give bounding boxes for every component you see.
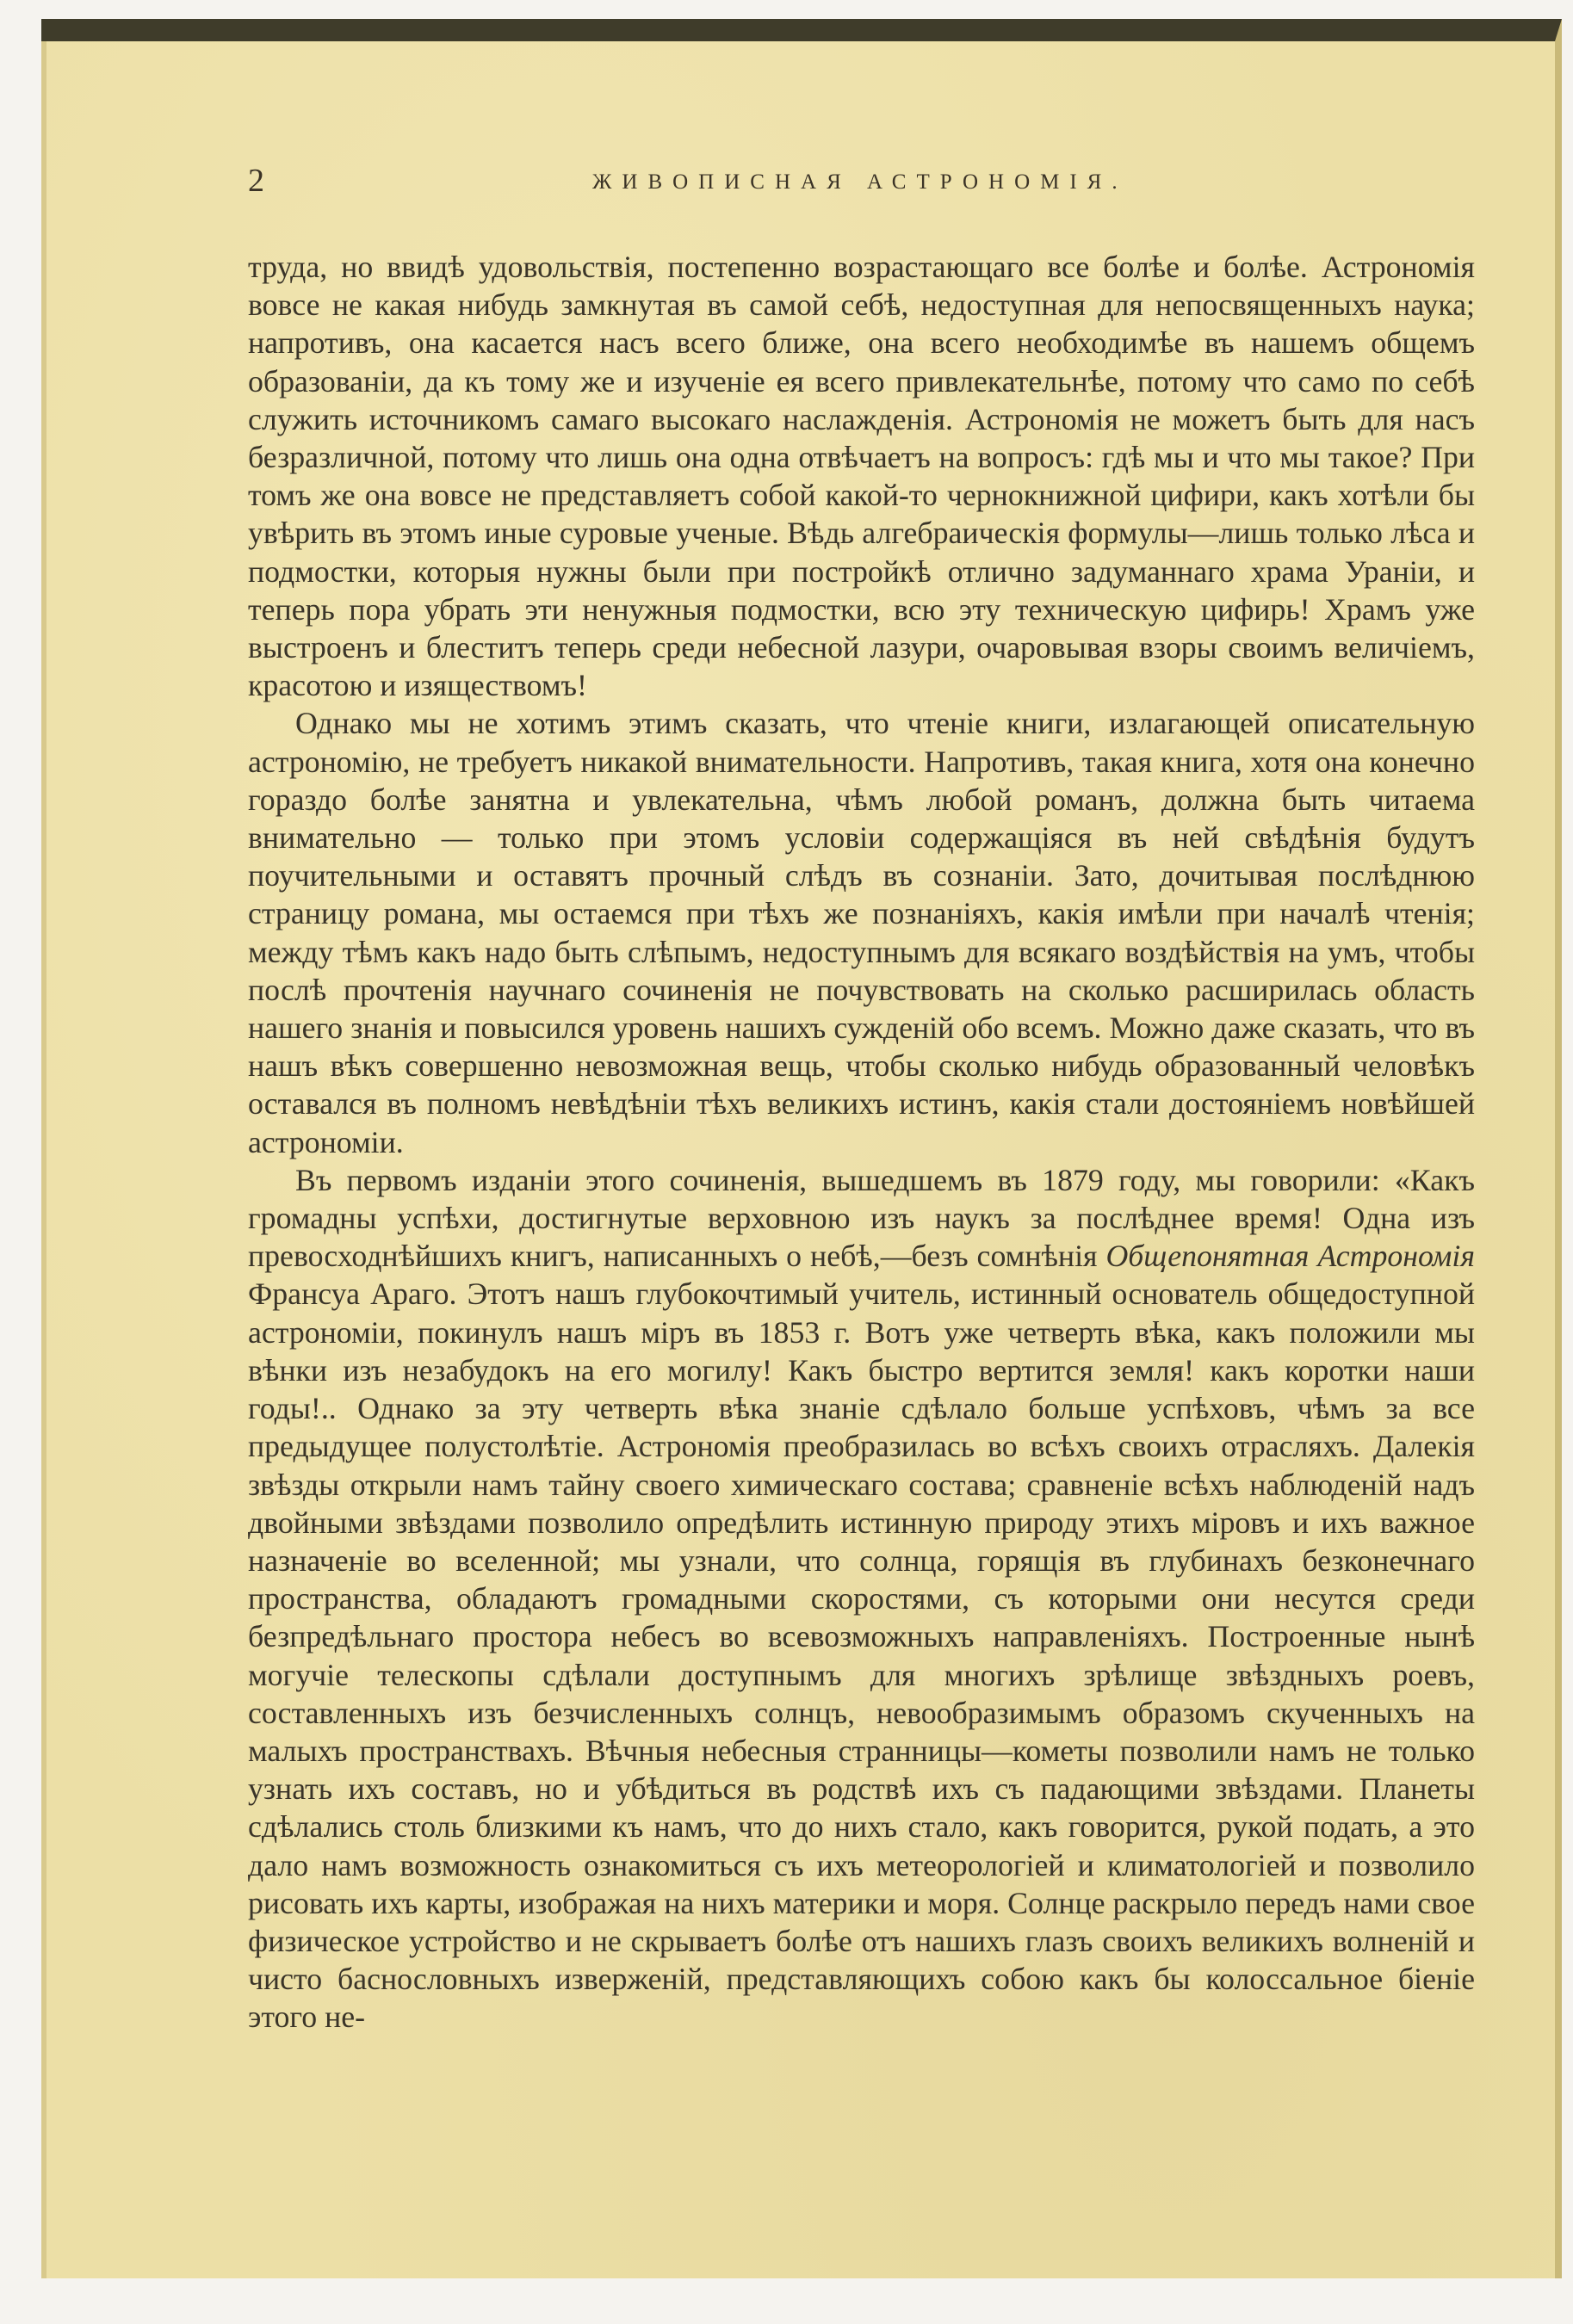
page-number: 2 xyxy=(248,163,264,199)
page-header xyxy=(248,162,1453,213)
body-text xyxy=(248,248,1475,2037)
paragraph-2: Однако мы не хотимъ этимъ сказать, что чтеніе книги, излагающей описательную астрономію, не требуетъ никакой внимательности. Напротивъ, такая книга, хотя она конечно гораздо болѣе занятна и увлекательна, чѣмъ любой романъ, должна быть читаема внимательно — только при этомъ условіи содержащіяся въ ней свѣдѣнія будутъ поучительными и оставятъ прочный слѣдъ въ сознаніи. Зато, дочитывая послѣднюю страницу романа, мы остаемся при тѣхъ же познаніяхъ, какія имѣли при началѣ чтенія; между тѣмъ какъ надо быть слѣпымъ, недоступнымъ для всякаго воздѣйствія на умъ, чтобы послѣ прочтенія научнаго сочиненія не почувствовать на сколько расширилась область нашего знанія и повысился уровень нашихъ сужденій обо всемъ. Можно даже сказать, что въ нашъ вѣкъ совершенно невозможная вещь, чтобы сколько нибудь образованный человѣкъ оставался въ полномъ невѣдѣніи тѣхъ великихъ истинъ, какія стали достояніемъ новѣйшей астрономіи. xyxy=(248,706,1475,1159)
paragraph-3-text-start: Въ первомъ изданіи этого сочиненія, вышедшемъ въ 1879 году, мы говорили: «Какъ громадны успѣхи, достигнутые верховною изъ наукъ за послѣднее время! Одна изъ превосходнѣйшихъ книгъ, написанныхъ о небѣ,—безъ сомнѣнія xyxy=(248,1162,1475,1274)
paragraph-1: труда, но ввидѣ удовольствія, постепенно возрастающаго все болѣе и болѣе. Астрономія вовсе не какая нибудь замкнутая въ самой себѣ, недоступная для непосвященныхъ наука; напротивъ, она касается насъ всего ближе, она всего необходимѣе въ нашемъ общемъ образованіи, да къ тому же и изученіе ея всего привлекательнѣе, потому что само по себѣ служить источникомъ самаго высокаго наслажденія. Астрономія не можетъ быть для насъ безразличной, потому что лишь она одна отвѣчаетъ на вопросъ: гдѣ мы и что мы такое? При томъ же она вовсе не представляетъ собой какой-то чернокнижной цифири, какъ хотѣли бы увѣрить въ этомъ иные суровые ученые. Вѣдь алгебраическія формулы—лишь только лѣса и подмостки, которыя нужны были при постройкѣ отлично задуманнаго храма Ураніи, и теперь пора убрать эти ненужныя подмостки, всю эту техническую цифирь! Храмъ уже выстроенъ и блеститъ теперь среди небесной лазури, очаровывая взоры своимъ величіемъ, красотою и изяществомъ! xyxy=(248,250,1475,703)
running-title: ЖИВОПИСНАЯ АСТРОНОМІЯ. xyxy=(592,170,1128,194)
page-edge xyxy=(41,41,46,2278)
paragraph-3-text-end: Франсуа Араго. Этотъ нашъ глубокочтимый учитель, истинный основатель общедоступной астрономіи, покинулъ нашъ міръ въ 1853 г. Вотъ уже четверть вѣка, какъ положили мы вѣнки изъ незабудокъ на его могилу! Какъ быстро вертится земля! какъ коротки наши годы!.. Однако за эту четверть вѣка знаніе сдѣлало больше успѣховъ, чѣмъ за все предыдущее полустолѣтіе. Астрономія преобразилась во всѣхъ своихъ отрасляхъ. Далекія звѣзды открыли намъ тайну своего химическаго состава; сравненіе всѣхъ наблюденій надъ двойными звѣздами позволило опредѣлить истинную природу этихъ міровъ и ихъ важное назначеніе во вселенной; мы узнали, что солнца, горящія въ глубинахъ безконечнаго пространства, обладаютъ громадными скоростями, съ которыми они несутся среди безпредѣльнаго простора небесъ во всевозможныхъ направленіяхъ. Построенные нынѣ могучіе телескопы сдѣлали доступнымъ для многихъ зрѣлище звѣздныхъ роевъ, составленныхъ изъ безчисленныхъ солнцъ, невообразимымъ образомъ скученныхъ на малыхъ пространствахъ. Вѣчныя небесныя странницы—кометы позволили намъ не только узнать ихъ составъ, но и убѣдиться въ родствѣ ихъ съ падающими звѣздами. Планеты сдѣлались столь близкими къ намъ, что до нихъ стало, какъ говорится, рукой подать, а это дало намъ возможность ознакомиться съ ихъ метеорологіей и климатологіей и позволило рисовать ихъ карты, изображая на нихъ материки и моря. Солнце раскрыло передъ нами свое физическое устройство и не скрываетъ болѣе отъ нашихъ глазъ своихъ великихъ волненій и чисто баснословныхъ изверженій, представляющихъ собою какъ бы колоссальное біеніе этого не- xyxy=(248,1276,1475,2035)
book-page xyxy=(41,19,1562,2278)
paragraph-3 xyxy=(248,1161,1475,2037)
book-title-italic: Общепонятная Астрономія xyxy=(1105,1239,1475,1274)
